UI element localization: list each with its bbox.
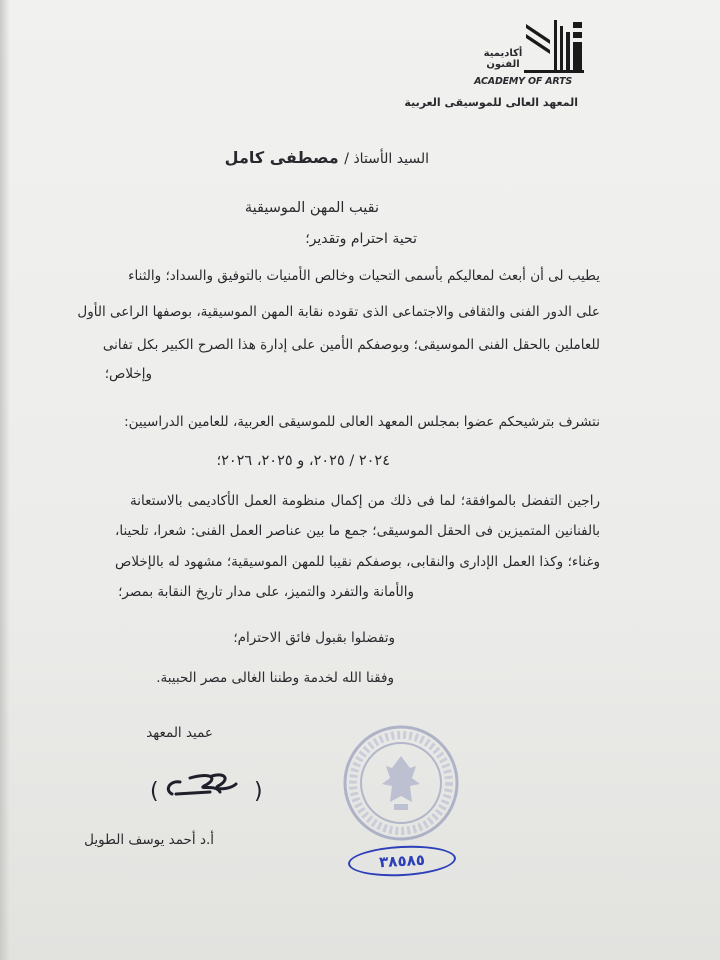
recipient-name: مصطفى كامل xyxy=(224,148,339,167)
official-seal-stamp xyxy=(340,722,462,844)
body-line: بالفنانين المتميزين فى الحقل الموسيقى؛ جمع ما بين عناصر العمل الفنى: شعرا، تلحينا، xyxy=(115,523,600,539)
salutation-title: السيد الأستاذ / xyxy=(344,151,429,167)
handwritten-signature xyxy=(150,770,270,810)
page-fold-shadow xyxy=(0,0,10,960)
institute-name: المعهد العالى للموسيقى العربية xyxy=(404,96,578,109)
academy-emblem-icon xyxy=(524,20,584,76)
body-line: راجين التفضل بالموافقة؛ لما فى ذلك من إكمال منظومة العمل الأكاديمى بالاستعانة xyxy=(130,493,600,509)
signatory-name: أ.د أحمد يوسف الطويل xyxy=(84,832,214,848)
closing-line: وتفضلوا بقبول فائق الاحترام؛ xyxy=(233,630,395,646)
academic-years: ٢٠٢٤ / ٢٠٢٥، و ٢٠٢٥، ٢٠٢٦؛ xyxy=(216,453,390,469)
body-line: وغناء؛ وكذا العمل الإدارى والنقابى، بوصفكم نقيبا للمهن الموسيقية؛ مشهود له بالإخلاص xyxy=(115,554,600,570)
body-line: وإخلاص؛ xyxy=(104,366,152,382)
svg-text:(: ( xyxy=(150,779,159,804)
recipient-position: نقيب المهن الموسيقية xyxy=(244,200,379,216)
body-line: على الدور الفنى والثقافى والاجتماعى الذى تقوده نقابة المهن الموسيقية، بوصفها الراعى الأول xyxy=(77,304,600,320)
svg-text:): ) xyxy=(254,779,263,804)
academy-name-ar: أكاديمية الفنون xyxy=(483,48,523,70)
academy-logo xyxy=(404,14,584,114)
greeting: تحية احترام وتقدير؛ xyxy=(305,231,417,247)
academy-name-en: ACADEMY OF ARTS xyxy=(474,76,572,87)
body-line: يطيب لى أن أبعث لمعاليكم بأسمى التحيات وخالص الأمنيات بالتوفيق والسداد؛ والثناء xyxy=(128,268,600,284)
body-line: نتشرف بترشيحكم عضوا بمجلس المعهد العالى للموسيقى العربية، للعامين الدراسيين: xyxy=(124,414,600,430)
wish-line: وفقنا الله لخدمة وطننا الغالى مصر الحبيبة. xyxy=(156,670,394,686)
recipient-line xyxy=(225,148,429,167)
serial-number-stamp: ٣٨٥٨٥ xyxy=(347,843,456,879)
body-line: والأمانة والتفرد والتميز، على مدار تاريخ النقابة بمصر؛ xyxy=(118,584,414,600)
body-line: للعاملين بالحقل الفنى الموسيقى؛ وبوصفكم الأمين على إدارة هذا الصرح الكبير بكل تفانى xyxy=(102,337,600,353)
signature-title: عميد المعهد xyxy=(146,725,213,741)
